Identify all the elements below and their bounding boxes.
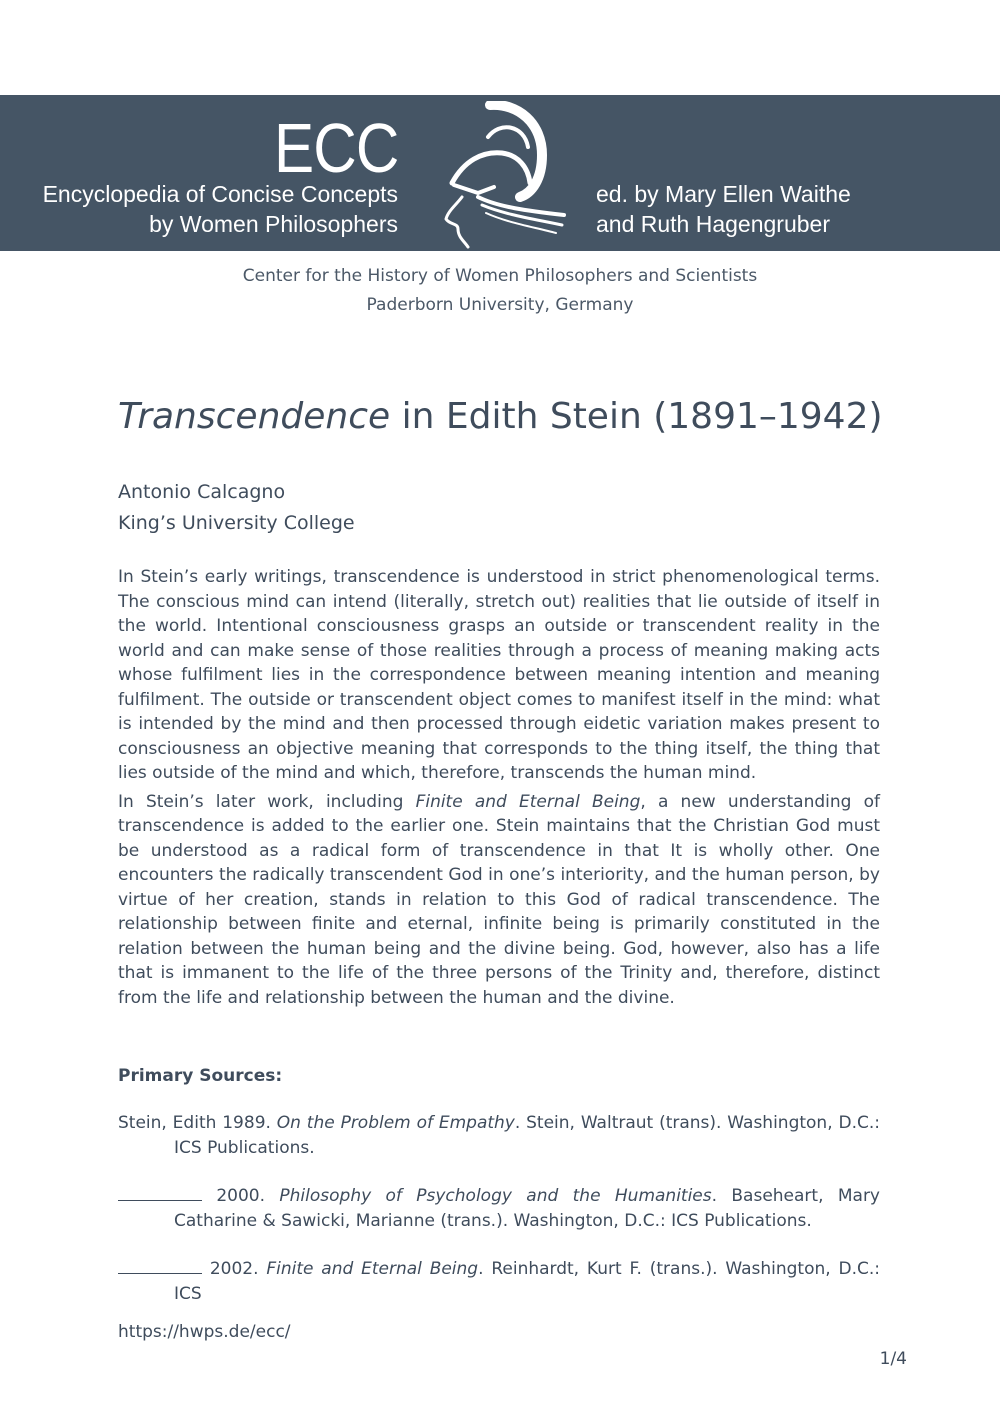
page-number: 1/4	[879, 1349, 907, 1369]
paragraph-2-start: In Stein’s later work, including	[118, 791, 416, 812]
reference-prefix: Stein, Edith 1989.	[118, 1113, 277, 1133]
article-title-rest: in Edith Stein (1891–1942)	[390, 396, 883, 437]
encyclopedia-title-line1: Encyclopedia of Concise Concepts	[42, 181, 398, 207]
reference-author-blank-line	[118, 1259, 202, 1274]
reference-suffix: . Stein, Waltraut (trans). Washington, D.C.: ICS Publications.	[174, 1113, 880, 1158]
encyclopedia-title	[43, 179, 398, 239]
reference-item	[118, 1257, 880, 1306]
institution-line2: Paderborn University, Germany	[366, 295, 634, 315]
reference-prefix: 2002.	[202, 1259, 267, 1279]
editors-line2: and Ruth Hagengruber	[596, 211, 830, 237]
institution-line1: Center for the History of Women Philosophers and Scientists	[242, 266, 758, 286]
encyclopedia-title-line2: by Women Philosophers	[149, 211, 398, 237]
article-title-italic: Transcendence	[118, 396, 391, 437]
reference-book-title: Finite and Eternal Being	[266, 1259, 479, 1279]
paragraph-2-book-title: Finite and Eternal Being	[415, 791, 641, 812]
author-name: Antonio Calcagno	[118, 481, 286, 503]
reference-book-title: Philosophy of Psychology and the Humanities	[279, 1186, 712, 1206]
reference-suffix: . Reinhardt, Kurt F. (trans.). Washington, D.C.: ICS	[174, 1259, 880, 1304]
reference-prefix: 2000.	[202, 1186, 280, 1206]
footer-url-link[interactable]: https://hwps.de/ecc/	[118, 1322, 291, 1342]
author-affiliation: King’s University College	[118, 512, 355, 534]
article-title	[118, 394, 883, 440]
reference-item	[118, 1184, 880, 1233]
reference-book-title: On the Problem of Empathy	[276, 1113, 515, 1133]
article-body	[118, 565, 880, 1014]
paragraph-1: In Stein’s early writings, transcendence is understood in strict phenomenological terms. The conscious mind can intend (literally, stretch out) realities that lie outside of itself in the world. Intentional consciousness grasps an outside or transcendent reality in the world and can make sense of those realities through a process of meaning making acts whose fulfilment lies in the correspondence between meaning intention and meaning fulfilment. The outside or transcendent object comes to manifest itself in the mind: what is intended by the mind and then processed through eidetic variation makes present to consciousness an objective meaning that corresponds to the thing itself, the thing that lies outside of the mind and which, therefore, transcends the human mind.	[118, 567, 880, 783]
reference-item	[118, 1111, 880, 1160]
editors	[596, 179, 851, 239]
primary-sources-heading: Primary Sources:	[118, 1066, 283, 1086]
reference-author-blank-line	[118, 1186, 202, 1201]
header-banner	[0, 95, 1000, 251]
editors-line1: ed. by Mary Ellen Waithe	[596, 181, 851, 207]
paragraph-2	[118, 790, 880, 1011]
reference-suffix: . Baseheart, Mary Catharine & Sawicki, Marianne (trans.). Washington, D.C.: ICS Publications.	[174, 1186, 880, 1231]
athena-helmet-logo-icon	[438, 101, 568, 249]
paragraph-2-rest: , a new understanding of transcendence is added to the earlier one. Stein maintains that the Christian God must be understood as a radical form of transcendence in that It is wholly other. One encounters the radically transcendent God in one’s interiority, and the human person, by virtue of her creation, stands in relation to this God of radical transcendence. The relationship between finite and eternal, infinite being is primarily constituted in the relation between the human being and the divine being. God, however, also has a life that is immanent to the life of the three persons of the Trinity and, therefore, distinct from the life and relationship between the human and the divine.	[118, 791, 880, 1008]
ecc-logo-text: ECC	[274, 109, 399, 187]
